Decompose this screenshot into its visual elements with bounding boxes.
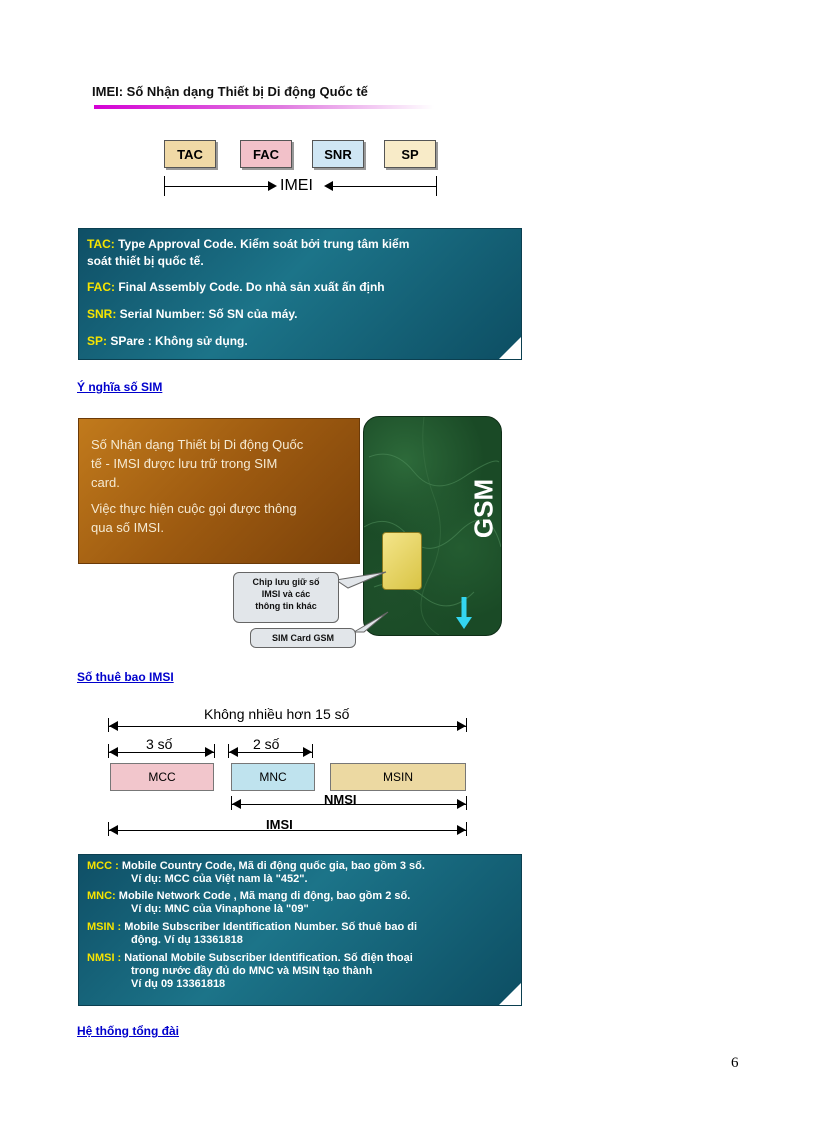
imei-field-fac: FAC — [240, 140, 292, 168]
mcc-definition: MCC : Mobile Country Code, Mã di động quốc gia, bao gồm 3 số. — [87, 860, 425, 872]
imei-field-tac: TAC — [164, 140, 216, 168]
mcc-right-tick — [214, 744, 215, 758]
arrow-right-icon — [457, 825, 466, 835]
mnc-digits-label: 2 số — [253, 736, 280, 752]
arrow-left-icon — [109, 825, 118, 835]
imsi-figure — [92, 700, 482, 848]
page-fold — [499, 983, 521, 1005]
sp-definition: SP: SPare : Không sử dụng. — [87, 334, 248, 348]
snr-definition: SNR: Serial Number: Số SN của máy. — [87, 307, 298, 321]
nmsi-right-tick — [466, 796, 467, 810]
nmsi-label: NMSI — [324, 792, 357, 807]
arrow-right-icon — [268, 181, 277, 191]
imsi-field-mcc: MCC — [110, 763, 214, 791]
imsi-info-line-1: Số Nhận dạng Thiết bị Di động Quốc — [91, 437, 304, 452]
imsi-info-line-4: Việc thực hiện cuộc gọi được thông — [91, 501, 297, 516]
imei-figure — [84, 80, 520, 360]
gsm-card-label: GSM — [468, 478, 499, 539]
link-imsi-subscriber[interactable]: Số thuê bao IMSI — [77, 670, 174, 684]
arrow-left-icon — [232, 799, 241, 809]
imsi-definitions-panel — [78, 854, 522, 1006]
title-underline — [94, 105, 434, 109]
total-span-line — [109, 726, 466, 727]
arrow-right-icon — [457, 721, 466, 731]
arrow-right-icon — [457, 799, 466, 809]
fac-definition: FAC: Final Assembly Code. Do nhà sản xuất ấn định — [87, 280, 385, 294]
arrow-left-icon — [229, 747, 238, 757]
tac-definition: TAC: Type Approval Code. Kiểm soát bởi trung tâm kiểm — [87, 237, 410, 251]
sim-figure — [78, 412, 502, 650]
mnc-definition: MNC: Mobile Network Code , Mã mạng di động, bao gồm 2 số. — [87, 890, 411, 902]
arrow-right-icon — [303, 747, 312, 757]
imsi-info-line-5: qua số IMSI. — [91, 520, 164, 535]
imsi-total-label: Không nhiều hơn 15 số — [204, 706, 350, 722]
imei-span-label: IMEI — [280, 177, 313, 194]
mcc-digits-label: 3 số — [146, 736, 173, 752]
mnc-right-tick — [312, 744, 313, 758]
tac-definition-cont: soát thiết bị quốc tế. — [87, 254, 204, 268]
span-left-line — [164, 186, 268, 187]
mnc-span-line — [229, 752, 312, 753]
imsi-right-tick — [466, 822, 467, 836]
arrow-left-icon — [109, 747, 118, 757]
imei-field-snr: SNR — [312, 140, 364, 168]
arrow-right-icon — [205, 747, 214, 757]
sim-card-callout: SIM Card GSM — [250, 628, 356, 648]
imsi-field-msin: MSIN — [330, 763, 466, 791]
page-number: 6 — [731, 1055, 739, 1071]
imsi-info-line-2: tế - IMSI được lưu trữ trong SIM — [91, 456, 278, 471]
span-right-line — [333, 186, 436, 187]
link-exchange-system[interactable]: Hệ thống tổng đài — [77, 1024, 179, 1038]
imei-figure-title: IMEI: Số Nhận dạng Thiết bị Di động Quốc tế — [92, 84, 368, 99]
mcc-span-line — [109, 752, 214, 753]
arrow-left-icon — [324, 181, 333, 191]
msin-definition-cont: động. Ví dụ 13361818 — [131, 934, 243, 946]
nmsi-definition-cont: trong nước đầy đủ do MNC và MSIN tạo thành — [131, 965, 373, 977]
imsi-label: IMSI — [266, 817, 293, 832]
nmsi-definition: NMSI : National Mobile Subscriber Identification. Số điện thoại — [87, 952, 413, 964]
msin-definition: MSIN : Mobile Subscriber Identification Number. Số thuê bao di — [87, 921, 418, 933]
total-right-tick — [466, 718, 467, 732]
page-fold — [499, 337, 521, 359]
span-right-tick — [436, 176, 437, 196]
mnc-definition-cont: Ví dụ: MNC của Vinaphone là "09" — [131, 903, 309, 915]
nmsi-definition-example: Ví dụ 09 13361818 — [131, 978, 226, 990]
chip-callout: Chip lưu giữ số IMSI và các thông tin khác — [233, 572, 339, 623]
imei-definitions-panel — [78, 228, 522, 360]
link-sim-meaning[interactable]: Ý nghĩa số SIM — [77, 380, 163, 394]
imei-field-sp: SP — [384, 140, 436, 168]
imsi-field-mnc: MNC — [231, 763, 315, 791]
mcc-definition-cont: Ví dụ: MCC của Việt nam là "452". — [131, 873, 308, 885]
arrow-left-icon — [109, 721, 118, 731]
imsi-info-line-3: card. — [91, 475, 120, 490]
